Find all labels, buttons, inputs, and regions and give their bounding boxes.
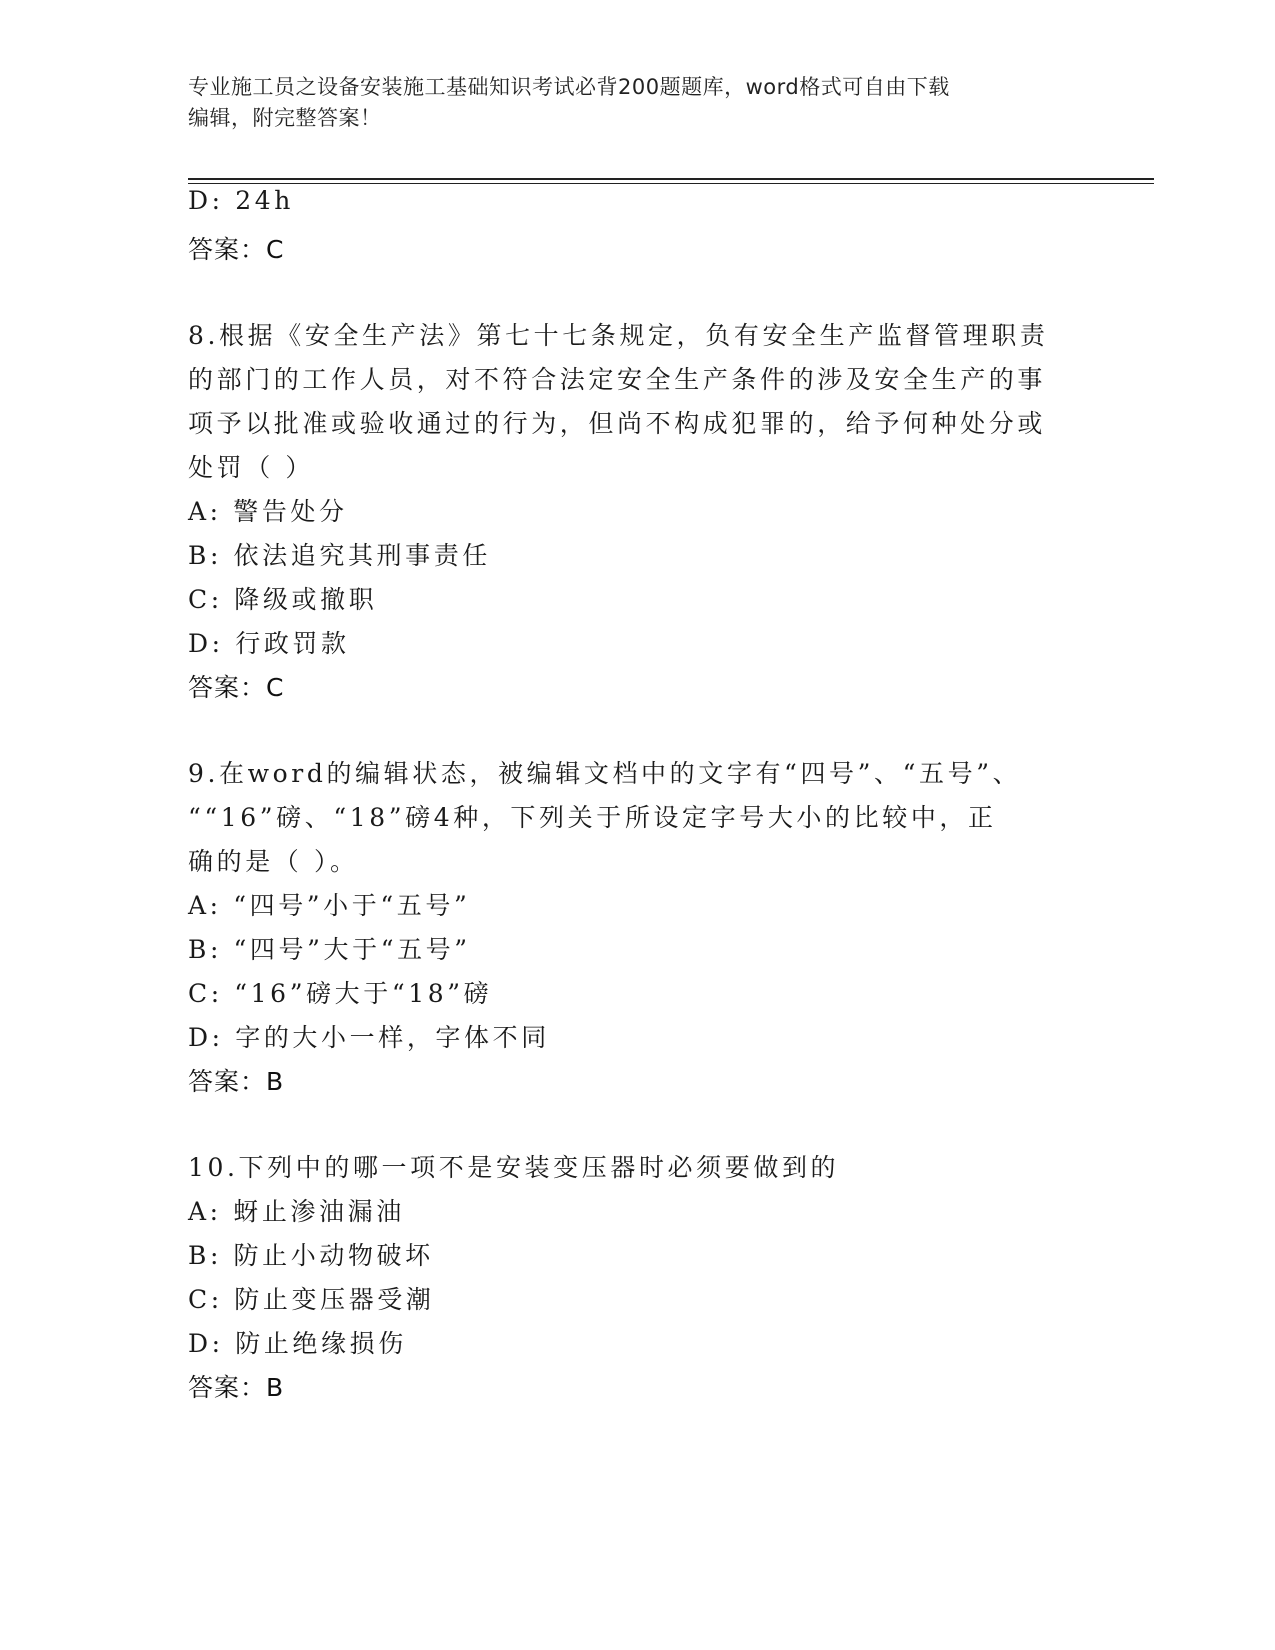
q10-option-b: B: 防止小动物破坏 — [188, 1241, 434, 1270]
q9-option-a: A: “四号”小于“五号” — [188, 891, 471, 920]
q8-option-a: A: 警告处分 — [188, 497, 348, 526]
header-divider-thin — [188, 183, 1154, 184]
page-header — [188, 72, 1088, 134]
q8-option-b: B: 依法追究其刑事责任 — [188, 541, 491, 570]
q8-text-line-4: 处罚（ ） — [188, 453, 314, 482]
q8-text-line-2: 的部门的工作人员，对不符合法定安全生产条件的涉及安全生产的事 — [188, 365, 1047, 394]
q8-text-line-1: 8.根据《安全生产法》第七十七条规定，负有安全生产监督管理职责 — [188, 321, 1049, 350]
header-title-line-1: 专业施工员之设备安装施工基础知识考试必背200题题库，word格式可自由下载 — [188, 75, 950, 99]
q9-option-c: C: “16”磅大于“18”磅 — [188, 979, 493, 1008]
q9-answer: 答案：B — [188, 1067, 285, 1096]
q10-option-d: D: 防止绝缘损伤 — [188, 1329, 407, 1358]
q9-option-b: B: “四号”大于“五号” — [188, 935, 471, 964]
q8-text-line-3: 项予以批准或验收通过的行为，但尚不构成犯罪的，给予何种处分或 — [188, 409, 1047, 438]
q10-option-c: C: 防止变压器受潮 — [188, 1285, 435, 1314]
q10-option-a: A: 蚜止渗油漏油 — [188, 1197, 405, 1226]
q8-answer: 答案：C — [188, 673, 285, 702]
q7-option-d: D: 24h — [188, 186, 294, 215]
q9-text-line-2: ““16”磅、“18”磅4种，下列关于所设定字号大小的比较中，正 — [188, 803, 997, 832]
q9-text-line-3: 确的是（ ）。 — [188, 847, 359, 876]
header-title-line-2: 编辑，附完整答案！ — [188, 106, 382, 130]
q7-answer: 答案：C — [188, 235, 285, 264]
q9-text-line-1: 9.在word的编辑状态，被编辑文档中的文字有“四号”、“五号”、 — [188, 759, 1022, 788]
header-divider-thick — [188, 178, 1154, 180]
q8-option-d: D: 行政罚款 — [188, 629, 350, 658]
q8-option-c: C: 降级或撤职 — [188, 585, 378, 614]
q9-option-d: D: 字的大小一样，字体不同 — [188, 1023, 550, 1052]
q10-text-line-1: 10.下列中的哪一项不是安装变压器时必须要做到的 — [188, 1153, 840, 1182]
q10-answer: 答案：B — [188, 1373, 285, 1402]
